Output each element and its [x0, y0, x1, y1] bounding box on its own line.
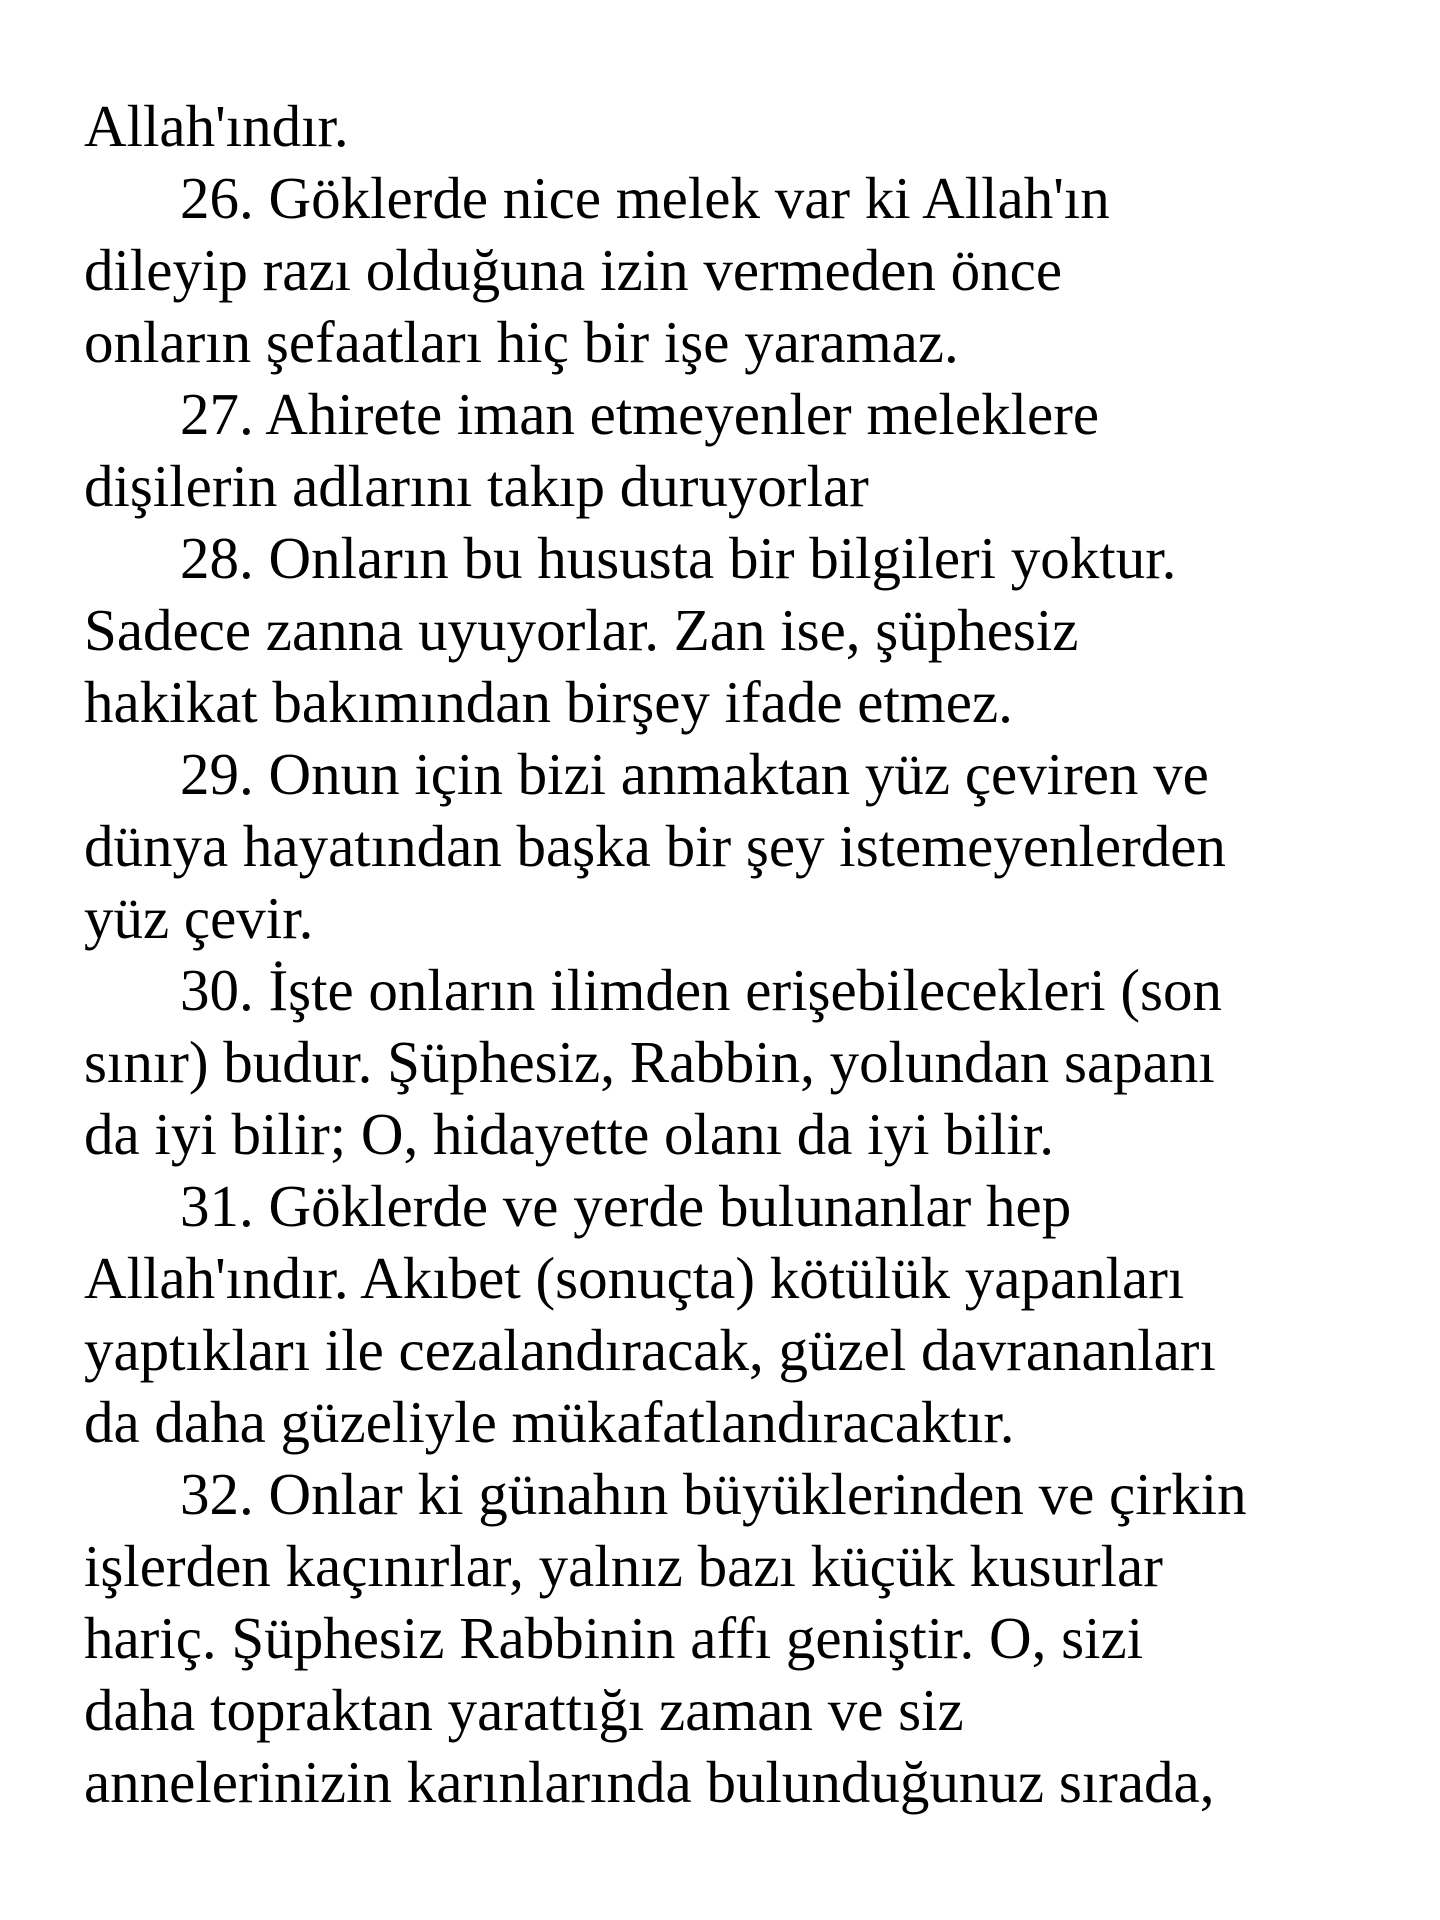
verse-32-line-2: işlerden kaçınırlar, yalnız bazı küçük kusurlar [84, 1533, 1163, 1599]
verse-31-line-3: yaptıkları ile cezalandıracak, güzel davrananları [84, 1317, 1216, 1383]
verse-30-line-3: da iyi bilir; O, hidayette olanı da iyi bilir. [84, 1101, 1055, 1167]
verse-26-line-3: onların şefaatları hiç bir işe yaramaz. [84, 309, 959, 375]
verse-26-line-1: 26. Göklerde nice melek var ki Allah'ın [180, 165, 1110, 231]
verse-31-line-1: 31. Göklerde ve yerde bulunanlar hep [180, 1173, 1072, 1239]
document-page [84, 90, 1404, 1818]
verse-27-line-2: dişilerin adlarını takıp duruyorlar [84, 453, 869, 519]
verse-31-line-4: da daha güzeliyle mükafatlandıracaktır. [84, 1389, 1015, 1455]
verse-28-line-3: hakikat bakımından birşey ifade etmez. [84, 669, 1013, 735]
verse-28-line-2: Sadece zanna uyuyorlar. Zan ise, şüphesiz [84, 597, 1079, 663]
verse-29-line-3: yüz çevir. [84, 885, 314, 951]
text-line-1: Allah'ındır. [84, 93, 349, 159]
verse-32-line-4: daha topraktan yarattığı zaman ve siz [84, 1677, 964, 1743]
verse-30-line-2: sınır) budur. Şüphesiz, Rabbin, yolundan sapanı [84, 1029, 1215, 1095]
verse-32-line-5: annelerinizin karınlarında bulunduğunuz sırada, [84, 1749, 1215, 1815]
verse-31-line-2: Allah'ındır. Akıbet (sonuçta) kötülük yapanları [84, 1245, 1185, 1311]
verse-29-line-1: 29. Onun için bizi anmaktan yüz çeviren ve [180, 741, 1209, 807]
verse-30-line-1: 30. İşte onların ilimden erişebilecekleri (son [180, 957, 1223, 1023]
verse-32-line-3: hariç. Şüphesiz Rabbinin affı geniştir. O, sizi [84, 1605, 1144, 1671]
verse-28-line-1: 28. Onların bu hususta bir bilgileri yoktur. [180, 525, 1177, 591]
verse-32-line-1: 32. Onlar ki günahın büyüklerinden ve çirkin [180, 1461, 1247, 1527]
verse-29-line-2: dünya hayatından başka bir şey istemeyenlerden [84, 813, 1226, 879]
verse-27-line-1: 27. Ahirete iman etmeyenler meleklere [180, 381, 1100, 447]
verse-26-line-2: dileyip razı olduğuna izin vermeden önce [84, 237, 1063, 303]
